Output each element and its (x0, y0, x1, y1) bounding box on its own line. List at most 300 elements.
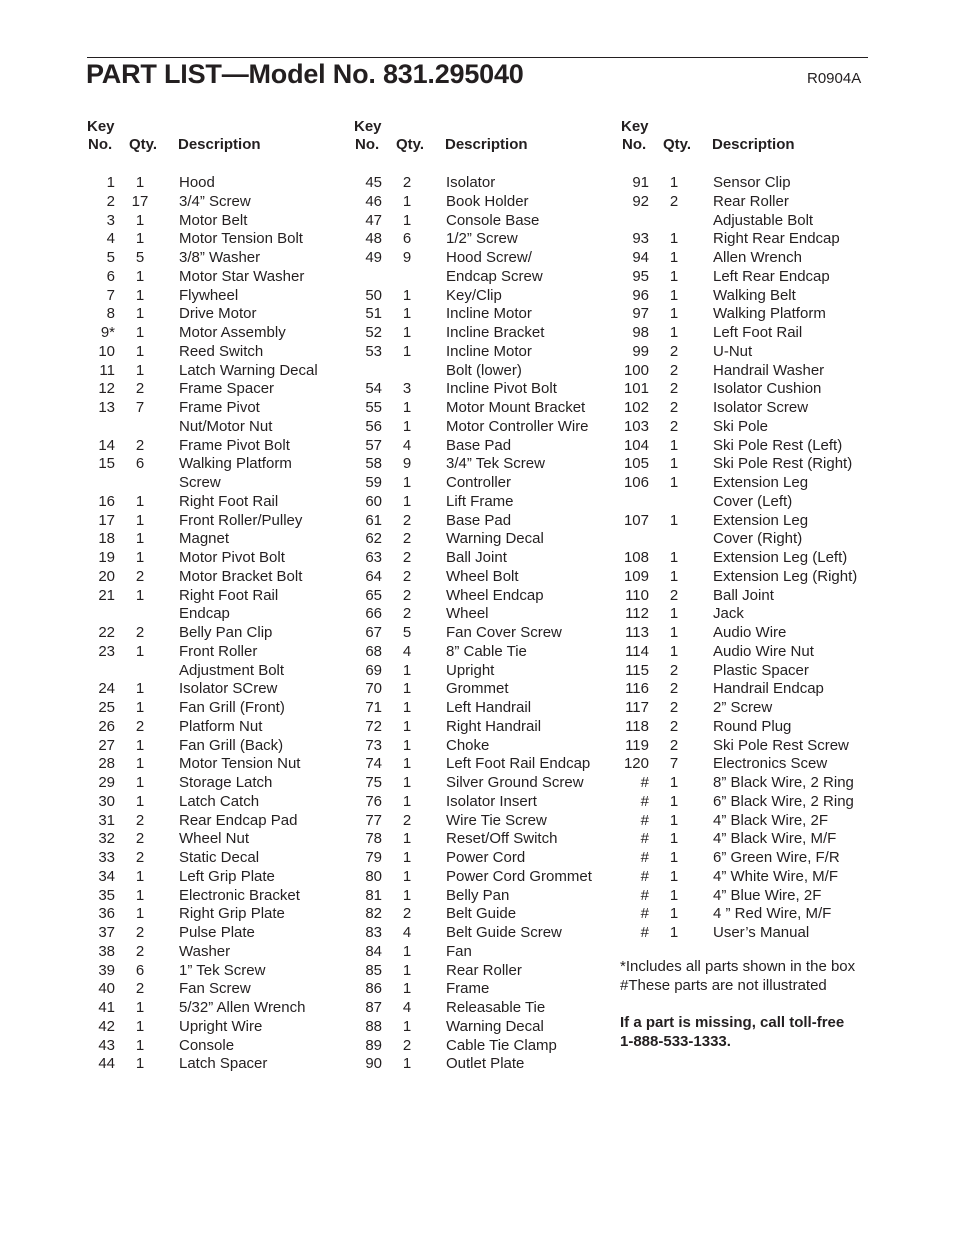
part-description: Upright (446, 661, 495, 679)
document-code: R0904A (807, 70, 862, 87)
part-row (87, 324, 357, 343)
part-row (87, 943, 357, 962)
part-key-number: 75 (365, 774, 382, 791)
part-description: Motor Pivot Bolt (179, 549, 285, 566)
part-key-number: 100 (623, 361, 649, 379)
part-row (354, 680, 624, 699)
part-quantity: 1 (135, 642, 145, 660)
part-quantity: 1 (669, 511, 679, 529)
part-key-number: # (640, 811, 649, 829)
part-description: Ski Pole Rest Screw (713, 736, 849, 754)
part-key-number: 65 (365, 586, 382, 604)
part-key-number: 73 (365, 736, 382, 754)
part-description: Fan Grill (Back) (179, 736, 284, 754)
part-description: Power Cord (446, 849, 526, 866)
part-row (354, 905, 624, 924)
part-quantity: 1 (135, 267, 145, 285)
part-description: Audio Wire (713, 624, 787, 641)
part-description: Drive Motor (179, 305, 257, 323)
part-quantity: 2 (669, 699, 679, 716)
part-row (621, 193, 891, 212)
part-row (87, 962, 357, 981)
part-row (87, 849, 357, 868)
part-description: Walking Platform (713, 305, 826, 323)
part-row (354, 362, 624, 381)
part-key-number: 110 (625, 586, 649, 604)
part-description: Motor Tension Nut (179, 755, 301, 773)
part-key-number: 49 (365, 249, 382, 266)
qty-header: Qty. (129, 136, 158, 153)
part-description: Jack (713, 605, 744, 623)
part-quantity: 1 (402, 942, 412, 960)
part-row (354, 380, 624, 399)
part-quantity: 1 (669, 249, 679, 266)
part-description: Isolator Screw (713, 399, 809, 416)
part-description: Base Pad (446, 436, 512, 454)
part-description: 6” Green Wire, F/R (713, 849, 840, 866)
part-key-number: 91 (632, 174, 649, 191)
part-quantity: 1 (402, 1017, 412, 1035)
parts-column-3 (621, 118, 891, 943)
part-description: Motor Controller Wire (446, 417, 589, 435)
part-row (87, 793, 357, 812)
part-row (87, 699, 357, 718)
part-row (354, 287, 624, 306)
part-description: Right Foot Rail (179, 586, 279, 604)
part-row (87, 662, 357, 681)
part-description: Handrail Washer (713, 361, 825, 379)
part-description: Wire Tie Screw (446, 811, 547, 829)
part-row (621, 793, 891, 812)
no-header: No. (88, 136, 113, 153)
part-description: Hood Screw/ (446, 249, 532, 266)
part-key-number: 14 (98, 436, 115, 454)
part-quantity: 1 (402, 474, 412, 491)
part-row (621, 418, 891, 437)
part-description: Washer (179, 942, 231, 960)
part-row (621, 699, 891, 718)
part-description: 4” Black Wire, M/F (713, 830, 837, 848)
part-quantity: 1 (135, 736, 145, 754)
part-row (87, 605, 357, 624)
part-quantity: 1 (402, 830, 412, 848)
part-key-number: 89 (365, 1036, 382, 1054)
part-description: Base Pad (446, 511, 512, 529)
part-row (354, 1055, 624, 1074)
part-key-number: 102 (623, 399, 649, 416)
part-key-number: 114 (625, 642, 649, 660)
part-key-number: 23 (98, 642, 115, 660)
part-key-number: 57 (365, 436, 382, 454)
part-quantity: 2 (669, 192, 679, 210)
part-row (354, 455, 624, 474)
part-key-number: 2 (106, 192, 115, 210)
part-quantity: 1 (402, 305, 412, 323)
part-description: Console (179, 1036, 235, 1054)
part-description: 4” Blue Wire, 2F (713, 886, 822, 904)
part-key-number: 36 (98, 905, 115, 923)
part-key-number: 90 (365, 1055, 382, 1073)
part-quantity: 1 (135, 586, 145, 604)
part-row (621, 605, 891, 624)
part-row (87, 718, 357, 737)
part-quantity: 2 (402, 605, 412, 623)
part-key-number: 35 (98, 886, 115, 904)
no-header: No. (355, 136, 380, 153)
part-quantity: 17 (131, 192, 149, 210)
part-key-number: 48 (365, 230, 382, 248)
part-key-number: 24 (98, 680, 115, 698)
part-key-number: 12 (98, 380, 115, 398)
part-quantity: 2 (402, 511, 412, 529)
part-quantity: 1 (669, 774, 679, 791)
part-row (87, 568, 357, 587)
part-description: Reset/Off Switch (446, 830, 558, 848)
part-quantity: 1 (669, 792, 679, 810)
part-description: Frame Pivot Bolt (179, 436, 290, 454)
part-quantity: 1 (402, 736, 412, 754)
part-quantity: 2 (135, 942, 145, 960)
part-key-number: 13 (98, 399, 115, 416)
part-key-number: 31 (98, 811, 115, 829)
parts-column-2 (354, 118, 624, 1074)
part-row (621, 474, 891, 493)
part-quantity: 2 (135, 830, 145, 848)
part-key-number: 28 (98, 755, 115, 773)
part-quantity: 1 (135, 511, 145, 529)
part-key-number: 4 (106, 230, 115, 248)
part-key-number: 113 (625, 624, 649, 641)
part-description: Magnet (179, 530, 230, 548)
part-description: Right Handrail (446, 717, 542, 735)
part-row (621, 174, 891, 193)
part-description: Outlet Plate (446, 1055, 525, 1073)
part-key-number: 44 (98, 1055, 115, 1073)
part-key-number: 20 (98, 567, 115, 585)
part-quantity: 1 (135, 324, 145, 341)
part-quantity: 1 (402, 324, 412, 341)
part-description: Latch Spacer (179, 1055, 268, 1073)
part-key-number: 29 (98, 774, 115, 791)
part-description: Front Roller (179, 642, 258, 660)
part-row (354, 268, 624, 287)
part-description: Incline Pivot Bolt (446, 380, 557, 398)
part-description: Rear Roller (446, 961, 522, 979)
part-key-number: 115 (625, 661, 649, 679)
part-quantity: 1 (402, 961, 412, 979)
part-row (87, 193, 357, 212)
missing-part-note: If a part is missing, call toll-free (620, 1014, 845, 1032)
part-quantity: 5 (402, 624, 412, 641)
part-description: Motor Belt (179, 211, 248, 229)
part-key-number: 76 (365, 792, 382, 810)
part-key-number: 19 (98, 549, 115, 566)
part-row (87, 474, 357, 493)
part-description: Ball Joint (713, 586, 774, 604)
part-quantity: 1 (669, 811, 679, 829)
part-description: Wheel Bolt (446, 567, 519, 585)
part-key-number: 105 (623, 455, 649, 473)
part-description: Latch Warning Decal (179, 361, 318, 379)
footnotes (620, 958, 855, 1052)
part-key-number: 60 (365, 492, 382, 510)
part-quantity: 1 (135, 905, 145, 923)
part-key-number: 46 (365, 192, 382, 210)
part-quantity: 2 (669, 717, 679, 735)
part-row (87, 830, 357, 849)
part-description: Latch Catch (179, 792, 260, 810)
part-row (621, 437, 891, 456)
part-key-number: # (640, 924, 649, 941)
part-description: Fan Screw (179, 980, 251, 998)
part-quantity: 2 (402, 905, 412, 923)
part-quantity: 1 (402, 192, 412, 210)
part-row (87, 362, 357, 381)
part-row (354, 699, 624, 718)
part-quantity: 1 (135, 680, 145, 698)
part-description: Storage Latch (179, 774, 273, 791)
part-quantity: 2 (402, 1036, 412, 1054)
part-quantity: 1 (135, 305, 145, 323)
part-quantity: 4 (402, 999, 412, 1016)
part-key-number: 62 (365, 530, 382, 548)
part-key-number: 22 (98, 624, 115, 641)
part-row (621, 812, 891, 831)
part-row (87, 530, 357, 549)
part-row (87, 212, 357, 231)
part-key-number: 3 (106, 211, 115, 229)
part-quantity: 5 (135, 249, 145, 266)
part-description: 1” Tek Screw (179, 961, 266, 979)
part-key-number: 107 (623, 511, 649, 529)
part-quantity: 6 (402, 230, 412, 248)
part-description: Isolator (446, 174, 496, 191)
part-description: Motor Tension Bolt (179, 230, 303, 248)
part-row (354, 324, 624, 343)
part-quantity: 2 (669, 342, 679, 360)
part-row (621, 493, 891, 512)
part-description: 8” Cable Tie (446, 642, 527, 660)
part-row (87, 737, 357, 756)
part-row (621, 362, 891, 381)
top-rule (87, 57, 868, 58)
part-key-number: 18 (98, 530, 115, 548)
part-quantity: 1 (669, 455, 679, 473)
part-row (87, 1037, 357, 1056)
part-key-number: 58 (365, 455, 382, 473)
part-row (621, 549, 891, 568)
part-row (621, 774, 891, 793)
part-description: Ski Pole Rest (Left) (713, 436, 843, 454)
part-key-number: 88 (365, 1017, 382, 1035)
part-quantity: 1 (669, 174, 679, 191)
part-row (621, 268, 891, 287)
part-quantity: 1 (402, 980, 412, 998)
part-key-number: 56 (365, 417, 382, 435)
part-description: Handrail Endcap (713, 680, 824, 698)
part-row (87, 587, 357, 606)
part-row (354, 493, 624, 512)
part-quantity: 1 (402, 792, 412, 810)
part-quantity: 2 (402, 549, 412, 566)
part-quantity: 2 (402, 811, 412, 829)
part-row (621, 680, 891, 699)
part-quantity: 1 (402, 699, 412, 716)
part-row (621, 530, 891, 549)
part-row (87, 812, 357, 831)
part-key-number: 70 (365, 680, 382, 698)
parts-column-1 (87, 118, 357, 1074)
part-row (354, 924, 624, 943)
part-row (354, 737, 624, 756)
part-row (621, 212, 891, 231)
part-row (87, 774, 357, 793)
part-row (621, 587, 891, 606)
part-row (87, 549, 357, 568)
part-description: Book Holder (446, 192, 529, 210)
part-key-number: 16 (98, 492, 115, 510)
part-description: Motor Bracket Bolt (179, 567, 303, 585)
part-key-number: 79 (365, 849, 382, 866)
part-quantity: 2 (669, 417, 679, 435)
part-description: 5/32” Allen Wrench (179, 999, 306, 1016)
part-description: Belly Pan Clip (179, 624, 273, 641)
part-quantity: 2 (669, 661, 679, 679)
part-key-number: 1 (106, 174, 115, 191)
part-row (621, 849, 891, 868)
part-quantity: 1 (669, 436, 679, 454)
part-quantity: 1 (135, 774, 145, 791)
part-quantity: 1 (135, 174, 145, 191)
part-row (87, 268, 357, 287)
part-key-number: 50 (365, 286, 382, 304)
part-quantity: 1 (402, 886, 412, 904)
part-key-number: 26 (98, 717, 115, 735)
part-description: Audio Wire Nut (713, 642, 814, 660)
part-key-number: # (640, 792, 649, 810)
part-row (621, 343, 891, 362)
part-description: Cover (Left) (713, 492, 793, 510)
part-quantity: 1 (402, 867, 412, 885)
part-quantity: 1 (402, 661, 412, 679)
part-key-number: 94 (632, 249, 649, 266)
part-description: Cable Tie Clamp (446, 1036, 557, 1054)
part-quantity: 1 (402, 680, 412, 698)
part-key-number: 33 (98, 849, 115, 866)
part-key-number: 5 (106, 249, 115, 266)
part-description: Flywheel (179, 286, 239, 304)
part-description: Adjustment Bolt (179, 661, 285, 679)
part-key-number: 95 (632, 267, 649, 285)
part-description: 1/2” Screw (446, 230, 518, 248)
part-description: Choke (446, 736, 490, 754)
part-description: Electronics Scew (713, 755, 828, 773)
part-row (621, 230, 891, 249)
part-quantity: 1 (135, 999, 145, 1016)
part-quantity: 6 (135, 961, 145, 979)
part-key-number: # (640, 886, 649, 904)
part-key-number: 21 (98, 586, 115, 604)
part-quantity: 1 (669, 642, 679, 660)
part-row (621, 830, 891, 849)
part-row (87, 624, 357, 643)
part-quantity: 7 (135, 399, 145, 416)
part-key-number: 77 (365, 811, 382, 829)
part-row (621, 324, 891, 343)
part-quantity: 1 (402, 1055, 412, 1073)
part-quantity: 1 (669, 305, 679, 323)
part-description: Isolator SCrew (179, 680, 278, 698)
part-key-number: 51 (365, 305, 382, 323)
part-quantity: 2 (669, 380, 679, 398)
part-row (87, 999, 357, 1018)
part-description: Adjustable Bolt (713, 211, 814, 229)
part-row (87, 287, 357, 306)
part-description: Ski Pole Rest (Right) (713, 455, 853, 473)
part-quantity: 1 (669, 849, 679, 866)
part-key-number: 109 (623, 567, 649, 585)
part-row (87, 980, 357, 999)
part-key-number: 68 (365, 642, 382, 660)
part-key-number: 40 (98, 980, 115, 998)
part-quantity: 4 (402, 436, 412, 454)
column-header (87, 118, 357, 174)
part-description: Electronic Bracket (179, 886, 300, 904)
page-title: PART LIST—Model No. 831.295040 (86, 59, 524, 89)
part-description: Walking Platform (179, 455, 292, 473)
part-description: Right Rear Endcap (713, 230, 840, 248)
part-quantity: 7 (669, 755, 679, 773)
part-key-number: 104 (623, 436, 649, 454)
part-key-number: 101 (623, 380, 649, 398)
qty-header: Qty. (396, 136, 425, 153)
part-key-number: 69 (365, 661, 382, 679)
key-header: Key (621, 118, 649, 135)
part-description: 3/4” Tek Screw (446, 455, 545, 473)
part-quantity: 1 (135, 492, 145, 510)
part-quantity: 1 (135, 1017, 145, 1035)
part-row (354, 437, 624, 456)
part-description: 4” Black Wire, 2F (713, 811, 829, 829)
part-key-number: 61 (365, 511, 382, 529)
part-description: Extension Leg (Right) (713, 567, 858, 585)
part-row (87, 455, 357, 474)
part-key-number: 11 (99, 361, 115, 379)
part-quantity: 2 (669, 361, 679, 379)
part-row (354, 587, 624, 606)
part-quantity: 1 (669, 605, 679, 623)
part-key-number: 106 (623, 474, 649, 491)
part-description: Endcap (179, 605, 230, 623)
part-description: Isolator Cushion (713, 380, 822, 398)
part-description: 8” Black Wire, 2 Ring (713, 774, 854, 791)
part-quantity: 2 (669, 399, 679, 416)
part-description: Left Grip Plate (179, 867, 275, 885)
part-row (621, 868, 891, 887)
part-key-number: 63 (365, 549, 382, 566)
hash-note: #These parts are not illustrated (620, 976, 827, 994)
part-description: Controller (446, 474, 512, 491)
part-key-number: 78 (365, 830, 382, 848)
part-description: Key/Clip (446, 286, 502, 304)
part-quantity: 1 (402, 849, 412, 866)
part-row (354, 530, 624, 549)
part-row (354, 943, 624, 962)
part-description: Wheel Endcap (446, 586, 544, 604)
part-key-number: 99 (632, 342, 649, 360)
part-quantity: 1 (135, 361, 145, 379)
part-quantity: 1 (669, 567, 679, 585)
